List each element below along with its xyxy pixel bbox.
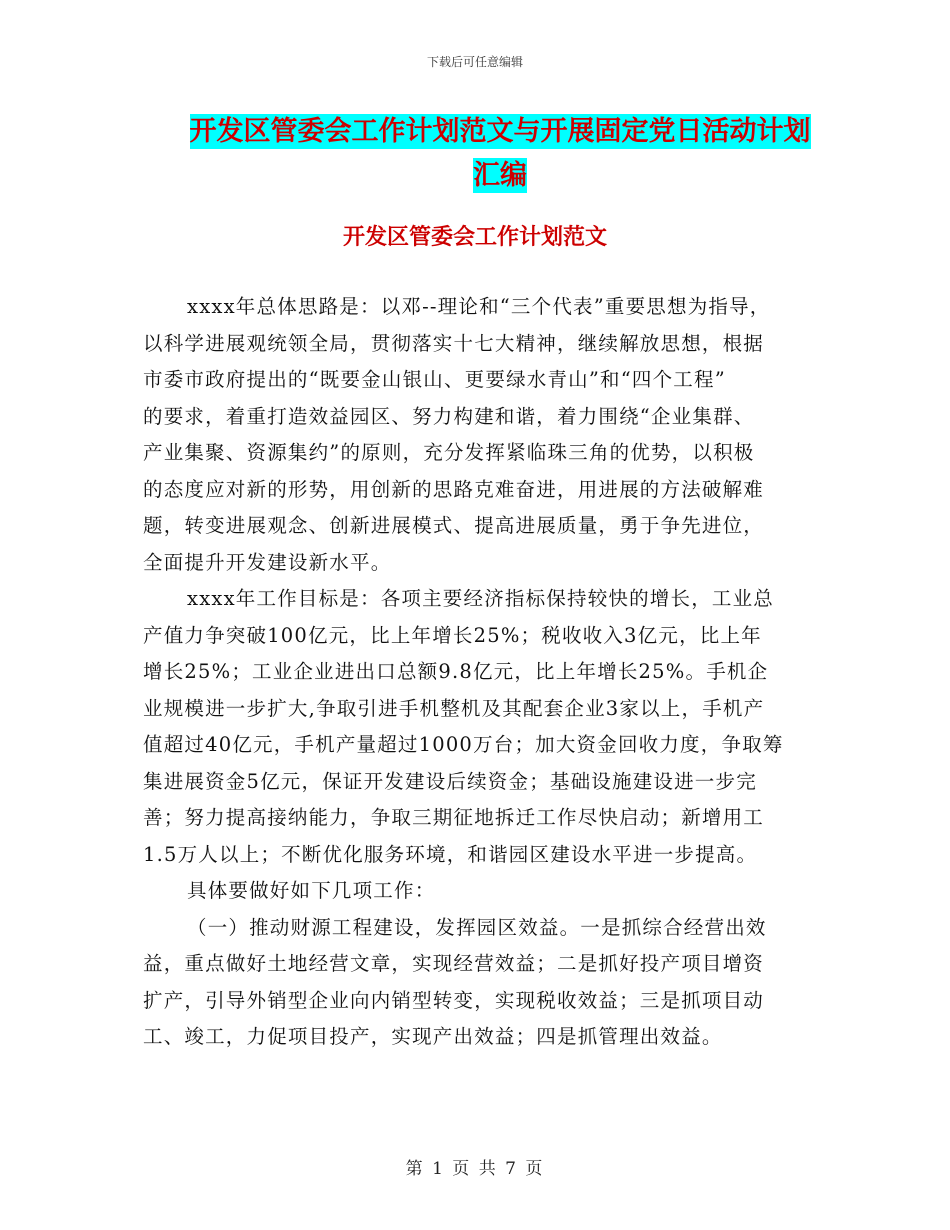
- paragraph-4-line: （一）推动财源工程建设，发挥园区效益。一是抓综合经营出效: [187, 915, 767, 939]
- paragraph-1-line: 题，转变进展观念、创新进展模式、提高进展质量，勇于争先进位，: [143, 514, 765, 537]
- paragraph-2-line: 增长25%；工业企业进出口总额9.8亿元，比上年增长25%。手机企: [143, 660, 769, 683]
- page-footer: 第 1 页 共 7 页: [405, 1159, 545, 1179]
- paragraph-2-line: 产值力争突破100亿元，比上年增长25%；税收收入3亿元，比上年: [143, 623, 762, 647]
- paragraph-2-line: 集进展资金5亿元，保证开发建设后续资金；基础设施建设进一步完: [143, 769, 757, 793]
- paragraph-4-line: 工、竣工，力促项目投产，实现产出效益；四是抓管理出效益。: [143, 1025, 723, 1048]
- paragraph-2-line: 业规模进一步扩大,争取引进手机整机及其配套企业3家以上，手机产: [143, 696, 765, 720]
- paragraph-4-line: 扩产，引导外销型企业向内销型转变，实现税收效益；三是抓项目动: [143, 988, 765, 1012]
- header-note: 下载后可任意编辑: [426, 55, 523, 69]
- section-title: 开发区管委会工作计划范文: [342, 225, 607, 250]
- paragraph-2-line: xxxx年工作目标是：各项主要经济指标保持较快的增长，工业总: [187, 587, 774, 610]
- paragraph-1-line: 的要求，着重打造效益园区、努力构建和谐，着力围绕“企业集群、: [143, 404, 755, 428]
- paragraph-2-line: 善；努力提高接纳能力，争取三期征地拆迁工作尽快启动；新增用工: [143, 806, 765, 829]
- paragraph-2-line: 1.5万人以上；不断优化服务环境，和谐园区建设水平进一步提高。: [143, 842, 758, 866]
- document-title-line2: 汇编: [473, 160, 527, 191]
- paragraph-3-line: 具体要做好如下几项工作：: [187, 879, 436, 902]
- paragraph-2-line: 值超过40亿元，手机产量超过1000万台；加大资金回收力度，争取筹: [143, 733, 784, 756]
- body-text: [143, 289, 811, 1056]
- paragraph-4-line: 益，重点做好土地经营文章，实现经营效益；二是抓好投产项目增资: [143, 952, 765, 975]
- paragraph-1-line: 以科学进展观统领全局，贯彻落实十七大精神，继续解放思想，根据: [143, 331, 765, 355]
- paragraph-1-line: 的态度应对新的形势，用创新的思路克难奋进，用进展的方法破解难: [143, 477, 765, 501]
- paragraph-1-line: 市委市政府提出的“既要金山银山、更要绿水青山”和“四个工程”: [143, 368, 726, 391]
- paragraph-1-line: xxxx年总体思路是：以邓--理论和“三个代表”重要思想为指导，: [187, 295, 771, 318]
- paragraph-1-line: 产业集聚、资源集约”的原则，充分发挥紧临珠三角的优势，以积极: [143, 441, 755, 464]
- document-title: [140, 110, 860, 198]
- paragraph-1-line: 全面提升开发建设新水平。: [143, 550, 392, 574]
- document-title-line1: 开发区管委会工作计划范文与开展固定党日活动计划: [189, 116, 811, 147]
